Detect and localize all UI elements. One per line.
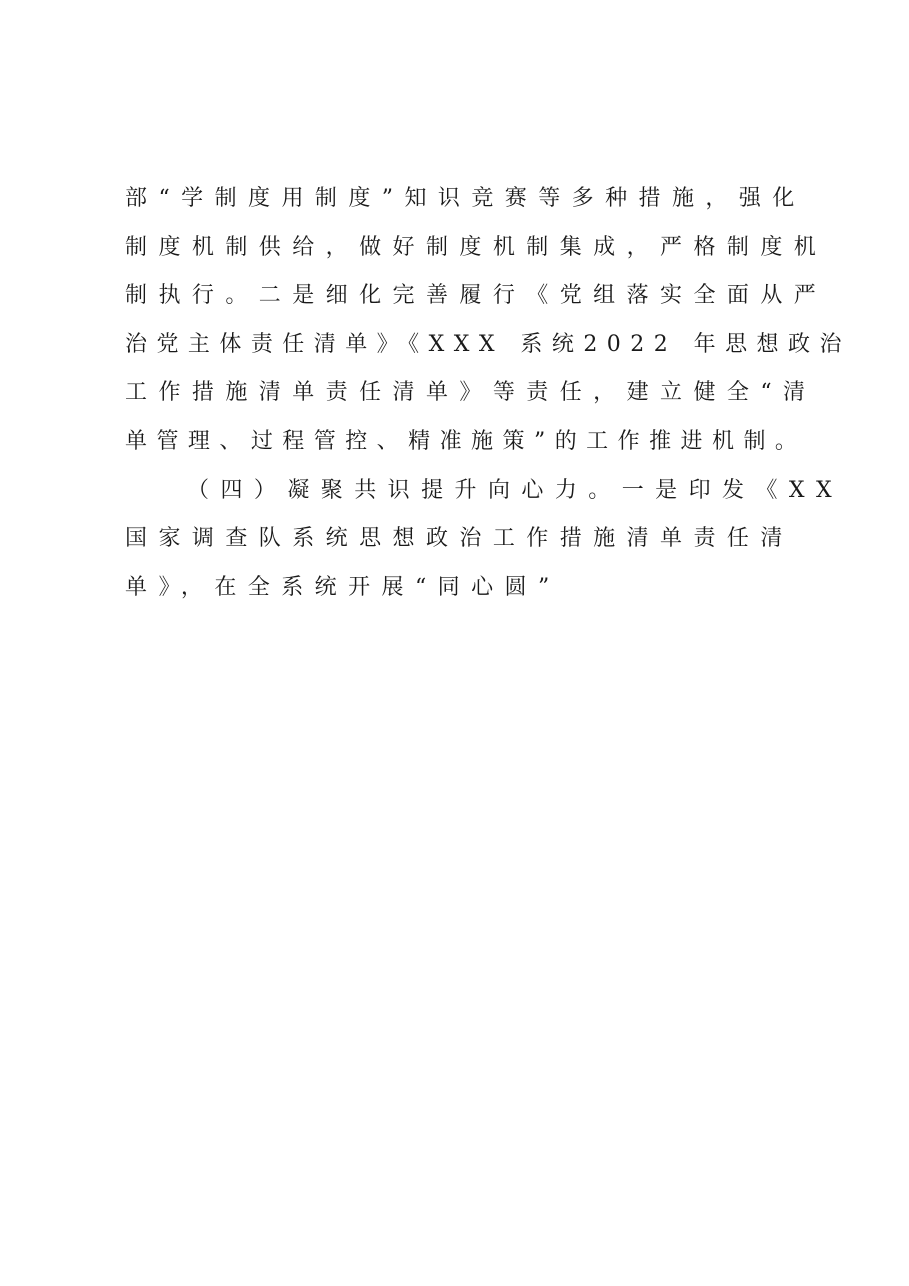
text-line: 工作措施清单责任清单》等责任，建立健全“清 [125,380,817,406]
text-line: 制执行。二是细化完善履行《党组落实全面从严 [125,283,828,309]
text-line: 国家调查队系统思想政治工作措施清单责任清 [125,526,794,552]
text-line: 治党主体责任清单》《XXX 系统2022 年思想政治 [125,331,851,357]
paragraph-heading-line: （四）凝聚共识提升向心力。一是印发《XX [187,477,844,503]
text-line: 单》，在全系统开展“同心圆” [125,574,561,600]
text-line: 部“学制度用制度”知识竞赛等多种措施，强化 [125,186,806,211]
body-text [125,175,851,612]
text-line: 单管理、过程管控、精准施策”的工作推进机制。 [125,428,807,454]
text-line: 制度机制供给，做好制度机制集成，严格制度机 [125,234,828,260]
